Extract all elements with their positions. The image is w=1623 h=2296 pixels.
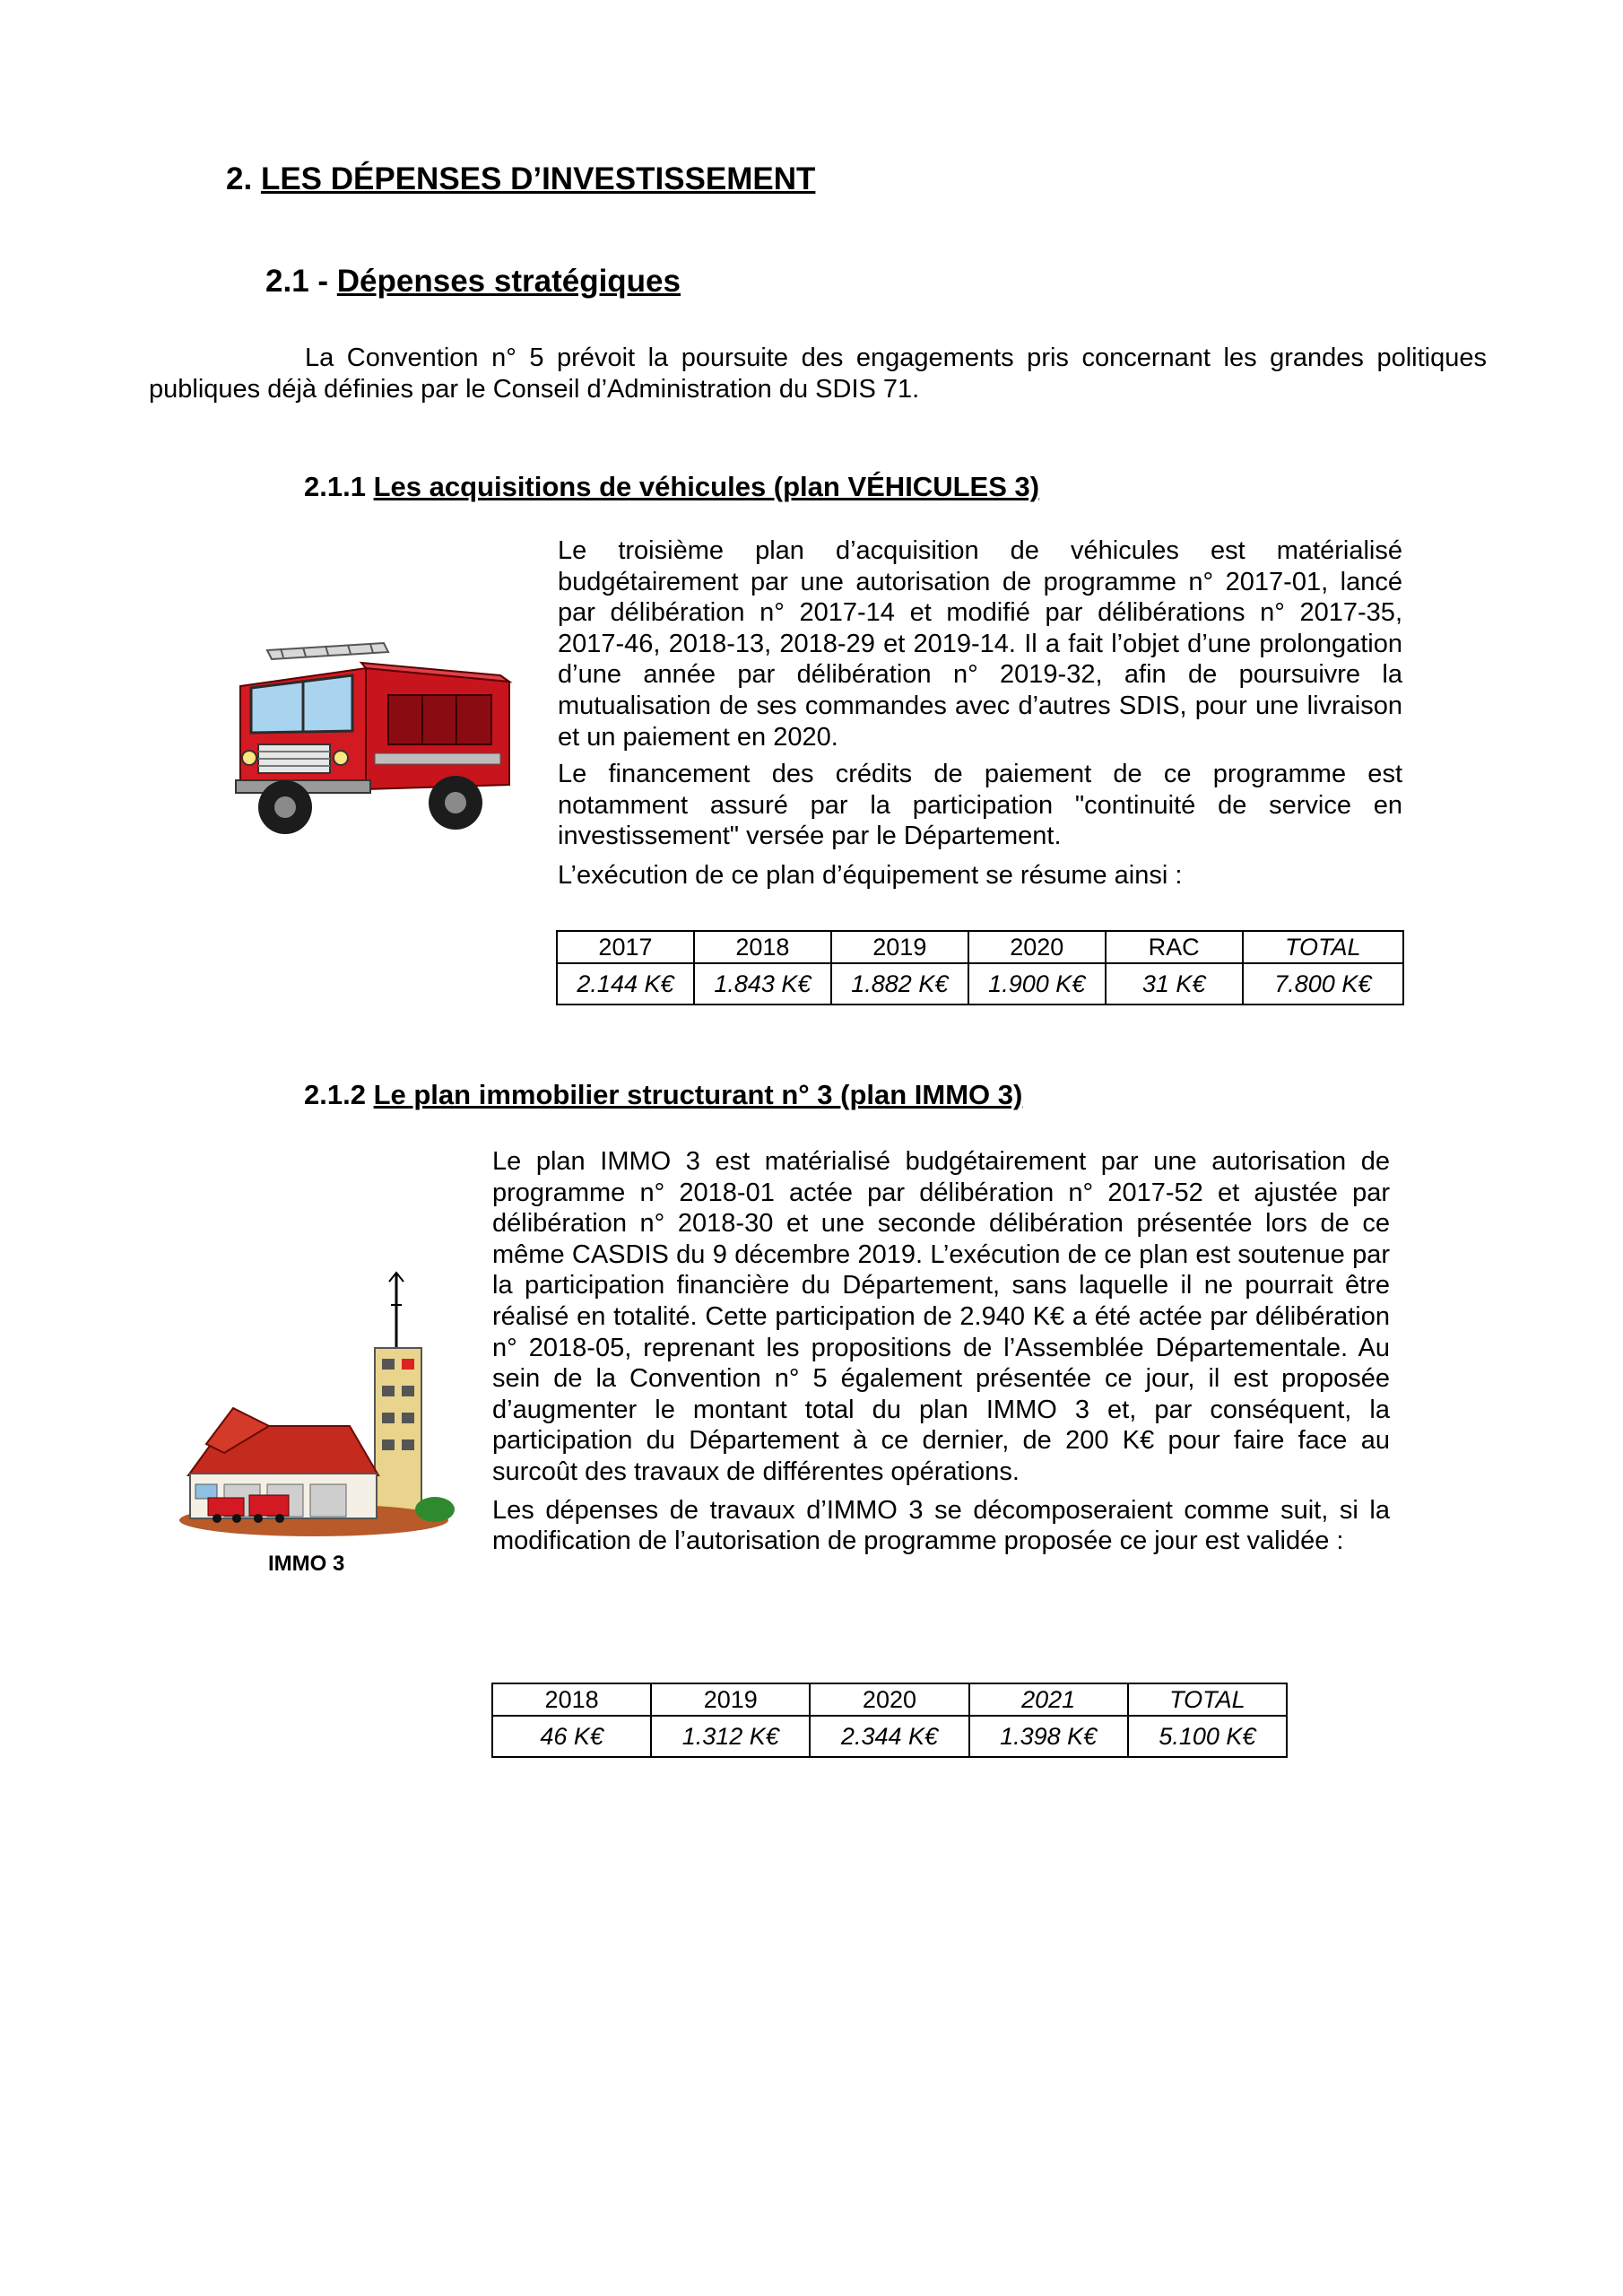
table-header-cell: 2017	[557, 931, 694, 963]
table-row	[557, 963, 1403, 1004]
table-cell: 2.344 K€	[810, 1716, 968, 1757]
table-header-cell: TOTAL	[1243, 931, 1403, 963]
intro-paragraph: La Convention n° 5 prévoit la poursuite des engagements pris concernant les grandes politiques publiques déjà définies par le Conseil d’Administration du SDIS 71.	[149, 344, 1487, 404]
section-title: LES DÉPENSES D’INVESTISSEMENT	[260, 161, 816, 196]
table-cell: 5.100 K€	[1128, 1716, 1287, 1757]
immo-table	[491, 1683, 1288, 1758]
table-cell: 31 K€	[1106, 963, 1243, 1004]
table-header-cell: 2019	[651, 1683, 810, 1716]
table-header-cell: 2018	[492, 1683, 651, 1716]
table-cell: 1.900 K€	[968, 963, 1106, 1004]
immo-text	[492, 1146, 1390, 1557]
subsection-title: Dépenses stratégiques	[336, 264, 681, 299]
section-heading	[226, 161, 815, 197]
table-header-row	[492, 1683, 1287, 1716]
immo-heading	[304, 1079, 1022, 1111]
table-header-cell: TOTAL	[1128, 1683, 1287, 1716]
table-header-cell: 2020	[810, 1683, 968, 1716]
table-cell: 1.312 K€	[651, 1716, 810, 1757]
vehicles-paragraph-1: Le troisième plan d’acquisition de véhicules est matérialisé budgétairement par une autorisation de programme n° 2017-01, lancé par délibération n° 2017-14 et modifié par délibérations n° 2017-35, 2017-46, 2018-13, 2018-29 et 2019-14. Il a fait l’objet d’une prolongation d’une année par délibération n° 2019-32, afin de poursuivre la mutualisation de ses commandes avec d’autres SDIS, pour une livraison et un paiement en 2020.	[558, 536, 1402, 752]
immo-number: 2.1.2	[304, 1079, 366, 1110]
vehicles-number: 2.1.1	[304, 471, 366, 502]
section-number: 2.	[226, 161, 253, 196]
table-cell: 2.144 K€	[557, 963, 694, 1004]
fire-station-illustration	[170, 1269, 457, 1538]
table-cell: 1.843 K€	[694, 963, 831, 1004]
table-cell: 46 K€	[492, 1716, 651, 1757]
fire-truck-illustration	[231, 632, 518, 848]
immo-paragraph-1: Le plan IMMO 3 est matérialisé budgétairement par une autorisation de programme n° 2018-01 actée par délibération n° 2017-52 et ajustée par délibération n° 2018-30 et une seconde délibération présentée lors de ce même CASDIS du 9 décembre 2019. L’exécution de ce plan est soutenue par la participation financière du Département, sans laquelle il ne pourrait être réalisé en totalité. Cette participation de 2.940 K€ a été actée par délibération n° 2018-05, reprenant les propositions de l’Assemblée Départementale. Au sein de la Convention n° 5 également présentée ce jour, il est proposée d’augmenter le montant total du plan IMMO 3 et, par conséquent, la participation du Département à ce dernier, de 200 K€ pour faire face au surcoût des travaux de différentes opérations.	[492, 1147, 1390, 1486]
table-header-cell: 2018	[694, 931, 831, 963]
vehicles-text	[558, 535, 1402, 891]
table-header-cell: 2020	[968, 931, 1106, 963]
immo-title: Le plan immobilier structurant n° 3 (plan IMMO 3)	[373, 1079, 1023, 1110]
table-cell: 1.398 K€	[969, 1716, 1128, 1757]
table-row	[492, 1716, 1287, 1757]
vehicles-heading	[304, 471, 1039, 503]
vehicles-table	[556, 930, 1404, 1005]
table-header-cell: 2019	[831, 931, 968, 963]
vehicles-paragraph-3: L’exécution de ce plan d’équipement se résume ainsi :	[558, 860, 1183, 890]
table-header-cell: RAC	[1106, 931, 1243, 963]
table-cell: 1.882 K€	[831, 963, 968, 1004]
immo-caption: IMMO 3	[268, 1552, 345, 1576]
table-header-row	[557, 931, 1403, 963]
table-cell: 7.800 K€	[1243, 963, 1403, 1004]
fire-truck-icon	[231, 632, 518, 848]
fire-station-icon	[170, 1269, 457, 1538]
subsection-number: 2.1 -	[265, 264, 329, 299]
subsection-heading	[265, 264, 681, 300]
vehicles-paragraph-2: Le financement des crédits de paiement de ce programme est notamment assuré par la participation "continuité de service en investissement" versée par le Département.	[558, 760, 1402, 851]
immo-paragraph-2: Les dépenses de travaux d’IMMO 3 se décomposeraient comme suit, si la modification de l’autorisation de programme proposée ce jour est validée :	[492, 1495, 1390, 1556]
table-header-cell: 2021	[969, 1683, 1128, 1716]
vehicles-title: Les acquisitions de véhicules (plan VÉHICULES 3)	[373, 471, 1040, 502]
